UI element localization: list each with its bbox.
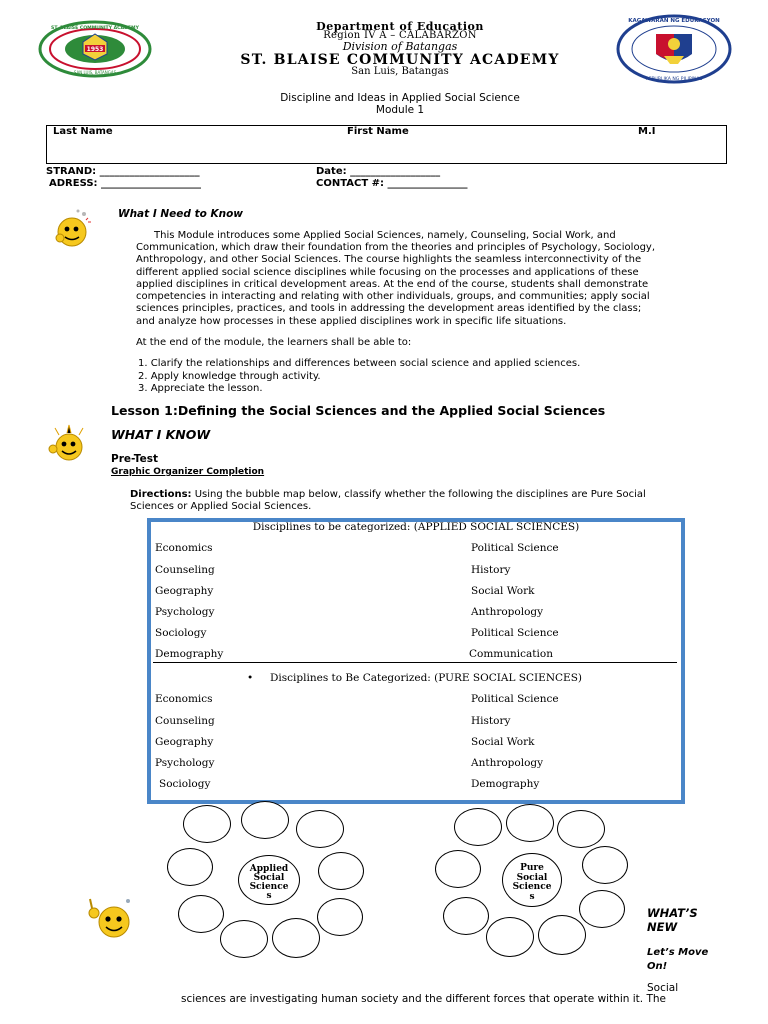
- pure-bullet: •: [247, 672, 254, 684]
- pure-center-line-4: s: [529, 891, 535, 902]
- applied-center-line-1: Applied: [249, 864, 289, 874]
- objective-3: 3. Appreciate the lesson.: [138, 383, 263, 394]
- module-label: Module 1: [375, 104, 425, 116]
- applied-left-3: Psychology: [155, 606, 215, 618]
- objectives-intro: At the end of the module, the learners shall be able to:: [136, 337, 412, 348]
- applied-left-5: Demography: [155, 648, 224, 660]
- pure-bubble-2[interactable]: [506, 804, 554, 842]
- deped-seal-bottom: REPUBLIKA NG PILIPINAS: [645, 77, 703, 82]
- whats-new-text: sciences are investigating human society and the different forces that operate within it. The: [181, 993, 666, 1005]
- pure-bubble-8[interactable]: [486, 917, 534, 957]
- whats-new-heading-2: NEW: [647, 920, 678, 934]
- name-form: [46, 125, 727, 164]
- applied-bubble-9[interactable]: [272, 918, 320, 958]
- applied-heading: Disciplines to be categorized: (APPLIED SOCIAL SCIENCES): [252, 521, 580, 533]
- pure-bubble-3[interactable]: [557, 810, 605, 848]
- pure-right-0: Political Science: [471, 693, 559, 705]
- what-i-know-heading: WHAT I KNOW: [111, 427, 211, 442]
- doc-title: Discipline and Ideas in Applied Social Science: [280, 92, 520, 104]
- need-to-know-line-0: This Module introduces some Applied Social Sciences, namely, Counseling, Social Work, and: [154, 230, 616, 241]
- pure-right-4: Demography: [471, 778, 540, 790]
- region-name: Region IV A – CALABARZON: [323, 30, 477, 41]
- pretest-label: Pre-Test: [111, 453, 158, 465]
- pure-left-3: Psychology: [155, 757, 215, 769]
- applied-center-line-2: Social: [253, 873, 285, 883]
- pure-center-bubble: [502, 853, 562, 907]
- need-to-know-line-3: different applied social science disciplines while focusing on the processes and applications of these: [136, 267, 639, 278]
- social-word: Social: [647, 982, 679, 994]
- pure-right-1: History: [471, 715, 511, 727]
- pure-left-0: Economics: [155, 693, 213, 705]
- deped-seal-icon: [616, 14, 732, 84]
- lesson-title: Lesson 1:Defining the Social Sciences and the Applied Social Sciences: [111, 403, 606, 418]
- applied-right-5: Communication: [469, 648, 553, 660]
- need-to-know-line-6: sciences principles, practices, and tools in addressing the development areas identified by the class;: [136, 303, 642, 314]
- directions-label: Directions:: [130, 489, 192, 500]
- pointing-smiley-icon: [82, 895, 136, 941]
- applied-right-0: Political Science: [471, 542, 559, 554]
- need-to-know-line-5: competencies in interacting and relating with other individuals, groups, and communities; apply social: [136, 291, 650, 302]
- applied-right-3: Anthropology: [471, 606, 544, 618]
- need-to-know-line-2: Anthropology, and other Social Sciences. The course highlights the seamless interconnectivity of the: [136, 254, 642, 265]
- left-school-seal-icon: [38, 20, 152, 78]
- lets-move-2: On!: [647, 961, 668, 972]
- pure-bubble-7[interactable]: [579, 890, 625, 928]
- strand-field: STRAND: ____________________: [46, 166, 200, 177]
- pure-right-2: Social Work: [471, 736, 535, 748]
- need-to-know-line-1: Communication, which draw their foundation from the theories and principles of Psychology, Sociology,: [136, 242, 656, 253]
- applied-left-4: Sociology: [155, 627, 207, 639]
- box-divider: [153, 662, 677, 663]
- pure-center-line-3: Science: [512, 882, 552, 892]
- applied-left-1: Counseling: [155, 564, 215, 576]
- pure-bubble-6[interactable]: [443, 897, 489, 935]
- date-field: Date: __________________: [316, 166, 441, 177]
- mi-label: M.I: [638, 126, 656, 137]
- objective-2: 2. Apply knowledge through activity.: [138, 371, 321, 382]
- school-seal: [38, 20, 152, 78]
- lets-move-1: Let’s Move: [647, 947, 709, 958]
- graphic-organizer-label: Graphic Organizer Completion: [111, 467, 265, 477]
- directions-line-1: [130, 489, 646, 501]
- dept-name: Department of Education: [316, 20, 484, 33]
- need-to-know-heading: What I Need to Know: [118, 208, 243, 220]
- whats-new-heading-1: WHAT’S: [647, 906, 698, 920]
- applied-right-2: Social Work: [471, 585, 535, 597]
- address-field: ADRESS: ____________________: [49, 178, 202, 189]
- first-name-label: First Name: [347, 126, 409, 137]
- applied-bubble-5[interactable]: [318, 852, 364, 890]
- applied-center-line-4: s: [266, 891, 272, 901]
- need-to-know-line-7: and analyze how processes in these applied disciplines work in specific life situations.: [136, 316, 567, 327]
- deped-seal-text: KAGAWARAN NG EDUKASYON: [628, 18, 720, 24]
- pure-left-1: Counseling: [155, 715, 215, 727]
- applied-bubble-7[interactable]: [317, 898, 363, 936]
- applied-bubble-8[interactable]: [220, 920, 268, 958]
- pure-right-3: Anthropology: [471, 757, 544, 769]
- pure-heading: Disciplines to Be Categorized: (PURE SOCIAL SCIENCES): [270, 672, 583, 684]
- applied-bubble-1[interactable]: [183, 805, 231, 843]
- last-name-label: Last Name: [53, 126, 113, 137]
- directions-line-2: Sciences or Applied Social Sciences.: [130, 501, 312, 512]
- applied-bubble-4[interactable]: [167, 848, 213, 886]
- need-to-know-line-4: applied disciplines in critical development areas. At the end of the course, students shall demonstrate: [136, 279, 649, 290]
- idea-smiley-icon: [45, 423, 89, 463]
- applied-right-4: Political Science: [471, 627, 559, 639]
- seal-bottom: SAN LUIS, BATANGAS: [73, 70, 117, 75]
- contact-field: CONTACT #: ________________: [316, 178, 468, 189]
- applied-center-line-3: Science: [249, 882, 289, 892]
- pure-left-4: Sociology: [159, 778, 211, 790]
- division-name: Division of Batangas: [342, 40, 458, 53]
- school-location: San Luis, Batangas: [351, 66, 449, 77]
- seal-text: ST. BLAISE COMMUNITY ACADEMY: [51, 26, 139, 31]
- applied-bubble-6[interactable]: [178, 895, 224, 933]
- pure-left-2: Geography: [155, 736, 214, 748]
- applied-bubble-3[interactable]: [296, 810, 344, 848]
- pure-bubble-5[interactable]: [582, 846, 628, 884]
- pure-bubble-1[interactable]: [454, 808, 502, 846]
- applied-center-bubble: [238, 855, 300, 905]
- deped-seal: [616, 14, 732, 84]
- applied-left-2: Geography: [155, 585, 214, 597]
- directions-text: Using the bubble map below, classify whether the following the disciplines are Pure Social: [191, 489, 646, 500]
- applied-bubble-2[interactable]: [241, 801, 289, 839]
- objective-1: 1. Clarify the relationships and differences between social science and applied sciences.: [138, 358, 581, 369]
- disciplines-box: [147, 518, 685, 804]
- pure-bubble-9[interactable]: [538, 915, 586, 955]
- pure-bubble-4[interactable]: [435, 850, 481, 888]
- applied-right-1: History: [471, 564, 511, 576]
- applied-left-0: Economics: [155, 542, 213, 554]
- seal-year: 1953: [86, 46, 104, 53]
- thinking-smiley-icon: [48, 208, 92, 248]
- pure-center-line-1: Pure: [520, 863, 544, 873]
- pure-center-line-2: Social: [516, 872, 548, 883]
- school-name: ST. BLAISE COMMUNITY ACADEMY: [240, 52, 560, 68]
